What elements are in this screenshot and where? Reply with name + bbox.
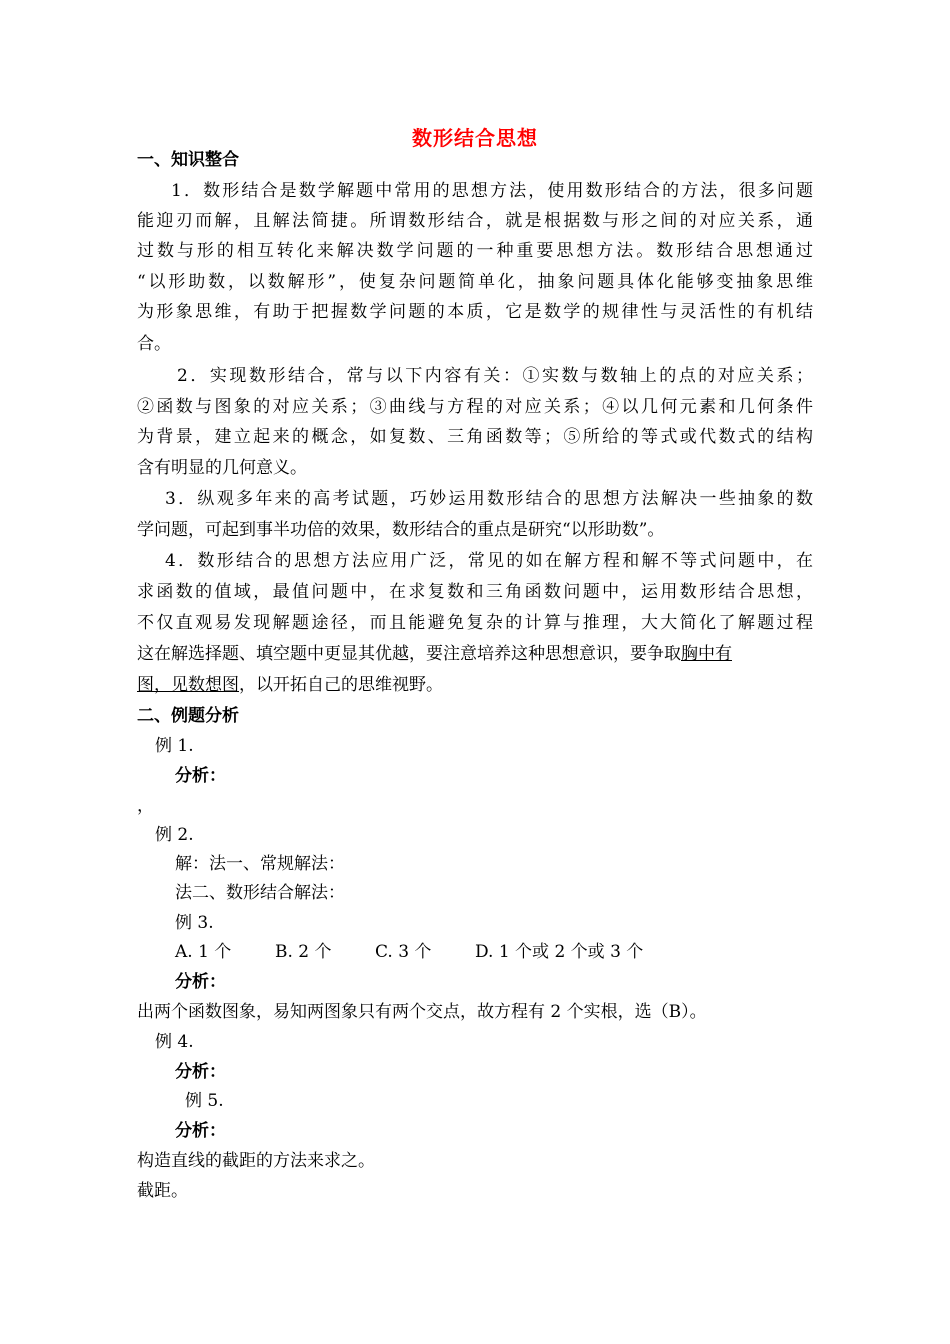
choice-b: B. 2 个 [275,942,332,962]
section-heading-knowledge: 一、知识整合 [137,150,239,170]
example-5-line-2: 截距。 [137,1181,188,1201]
paragraph-1-line-1: 1．数形结合是数学解题中常用的思想方法，使用数形结合的方法，很多问题 [171,181,813,201]
paragraph-3-line-1: 3．纵观多年来的高考试题，巧妙运用数形结合的思想方法解决一些抽象的数 [165,489,813,509]
choice-a: A. 1 个 [175,942,232,962]
example-2-solution-method-1: 解：法一、常规解法： [175,854,345,874]
paragraph-1-line-5: 为形象思维，有助于把握数学问题的本质，它是数学的规律性与灵活性的有机结 [137,302,813,322]
example-5-line-1: 构造直线的截距的方法来求之。 [137,1151,375,1171]
paragraph-3-line-2: 学问题，可起到事半功倍的效果，数形结合的重点是研究“以形助数”。 [137,520,665,540]
choice-c: C. 3 个 [375,942,432,962]
paragraph-1-line-4: “以形助数，以数解形”，使复杂问题简单化，抽象问题具体化能够变抽象思维 [137,272,813,292]
paragraph-4-line-3: 不仅直观易发现解题途径，而且能避免复杂的计算与推理，大大简化了解题过程 [137,613,813,633]
choice-d: D. 1 个或 2 个或 3 个 [475,942,644,962]
example-2-solution-method-2: 法二、数形结合解法： [175,883,345,903]
paragraph-2-line-4: 含有明显的几何意义。 [137,458,307,478]
paragraph-4-line-5 [137,673,443,697]
example-2-label: 例 2. [155,825,194,845]
paragraph-1-line-6: 合。 [137,334,171,354]
page-title: 数形结合思想 [412,126,538,150]
paragraph-2-line-2: ②函数与图象的对应关系；③曲线与方程的对应关系；④以几何元素和几何条件 [137,397,813,417]
example-1-label: 例 1. [155,736,194,756]
example-5-analysis-label: 分析： [175,1121,226,1141]
paragraph-4-line-5-text: ，以开拓自己的思维视野。 [239,675,443,695]
paragraph-4-line-2: 求函数的值域，最值问题中，在求复数和三角函数问题中，运用数形结合思想， [137,582,813,602]
section-heading-examples: 二、例题分析 [137,706,239,726]
paragraph-2-line-3: 为背景，建立起来的概念，如复数、三角函数等；⑤所给的等式或代数式的结构 [137,427,813,447]
underlined-phrase-part-1: 胸中有 [681,644,732,664]
paragraph-4-line-1: 4．数形结合的思想方法应用广泛，常见的如在解方程和解不等式问题中，在 [165,551,813,571]
example-3-choices [175,940,643,964]
example-3-conclusion: 出两个函数图象，易知两图象只有两个交点，故方程有 2 个实根，选（B）。 [137,1002,707,1022]
underlined-phrase-part-2: 图，见数想图 [137,675,239,695]
stray-comma: ， [137,796,154,816]
paragraph-4-line-4 [137,642,732,666]
example-5-label: 例 5. [185,1091,224,1111]
example-4-analysis-label: 分析： [175,1062,226,1082]
example-3-analysis-label: 分析： [175,972,226,992]
example-3-label: 例 3. [175,913,214,933]
paragraph-4-line-4-text: 这在解选择题、填空题中更显其优越，要注意培养这种思想意识，要争取 [137,644,681,664]
example-1-analysis-label: 分析： [175,766,226,786]
example-4-label: 例 4. [155,1032,194,1052]
paragraph-1-line-3: 过数与形的相互转化来解决数学问题的一种重要思想方法。数形结合思想通过 [137,241,813,261]
paragraph-2-line-1: 2．实现数形结合，常与以下内容有关：①实数与数轴上的点的对应关系； [177,366,813,386]
paragraph-1-line-2: 能迎刃而解，且解法简捷。所谓数形结合，就是根据数与形之间的对应关系，通 [137,211,813,231]
